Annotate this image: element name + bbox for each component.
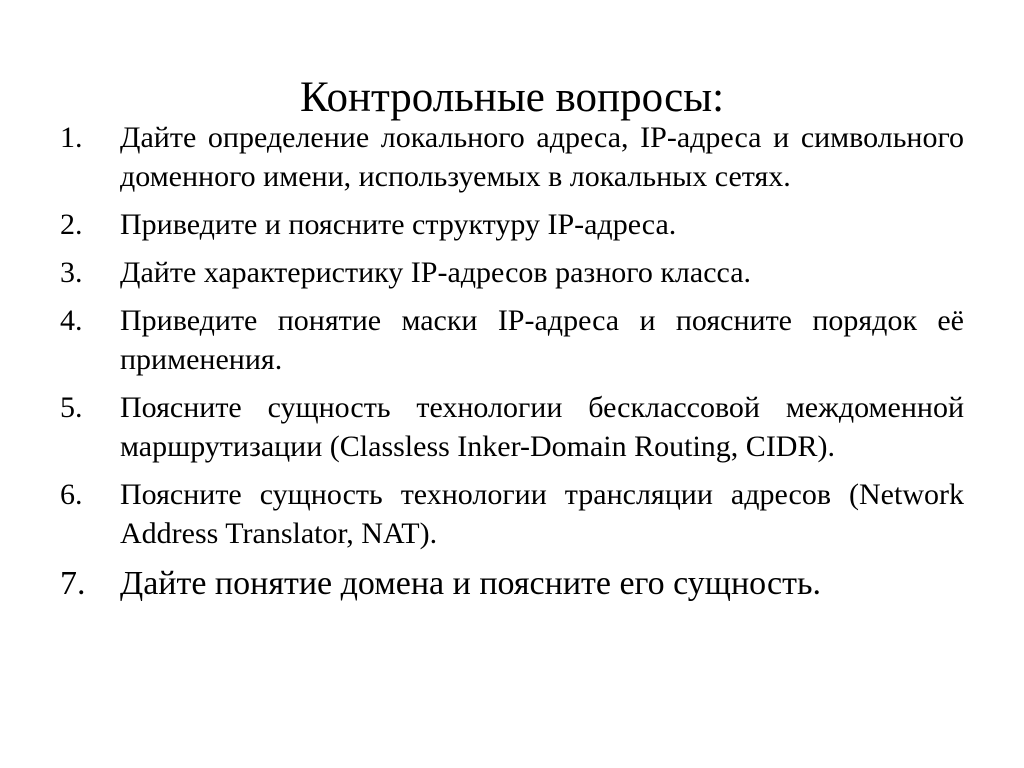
question-item-6: [60, 475, 964, 553]
question-item-2: [60, 205, 964, 244]
question-number: 5.: [60, 391, 83, 424]
question-item-7: [60, 562, 964, 606]
question-number: 2.: [60, 208, 83, 241]
question-item-1: [60, 118, 964, 196]
question-item-5: [60, 388, 964, 466]
question-text: Поясните сущность технологии бесклассовой междоменной маршрутизации (Classless Inker-Domain Routing, CIDR).: [120, 391, 964, 463]
question-number: 4.: [60, 304, 83, 337]
question-text: Приведите понятие маски IP-адреса и поясните порядок её применения.: [120, 304, 964, 376]
question-text: Дайте понятие домена и поясните его сущность.: [120, 565, 821, 602]
question-text: Дайте определение локального адреса, IP-адреса и символьного доменного имени, используемых в локальных сетях.: [120, 121, 964, 193]
question-item-3: [60, 253, 964, 292]
question-item-4: [60, 301, 964, 379]
question-text: Дайте характеристику IP-адресов разного класса.: [120, 256, 752, 289]
question-number: 1.: [60, 121, 83, 154]
questions-list: [60, 118, 964, 615]
question-number: 6.: [60, 478, 83, 511]
slide-title: Контрольные вопросы:: [299, 74, 725, 121]
question-text: Поясните сущность технологии трансляции адресов (Network Address Translator, NAT).: [120, 478, 964, 550]
question-text: Приведите и поясните структуру IP-адреса.: [120, 208, 677, 241]
question-number: 3.: [60, 256, 83, 289]
question-number: 7.: [60, 565, 86, 602]
